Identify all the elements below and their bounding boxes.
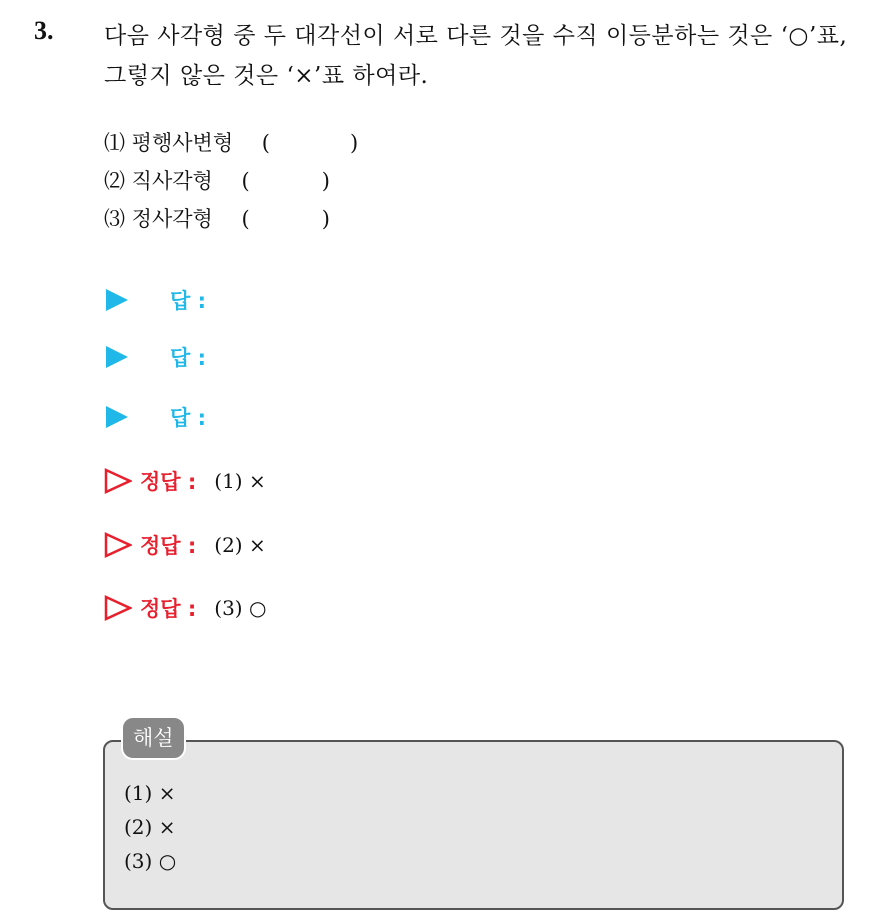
correct-value: (3) ○ <box>214 596 267 620</box>
explanation-tag: 해설 <box>121 716 186 760</box>
correct-label: 정답 : <box>140 470 197 494</box>
answer-blank[interactable]: ( ) <box>241 169 330 193</box>
correct-value: (1) × <box>214 469 266 493</box>
item-list <box>104 124 358 238</box>
answer-blank[interactable]: ( ) <box>261 131 359 155</box>
item-rectangle <box>104 162 358 200</box>
answer-label: 답 : <box>170 289 206 313</box>
outline-triangle-icon <box>104 595 132 621</box>
question-text: 다음 사각형 중 두 대각선이 서로 다른 것을 수직 이등분하는 것은 ‘○’표, 그렇지 않은 것은 ‘×’표 하여라. <box>104 23 848 89</box>
correct-answer-row <box>104 530 266 560</box>
correct-label: 정답 : <box>140 597 197 621</box>
play-triangle-icon <box>106 346 128 368</box>
explanation-panel <box>103 740 844 910</box>
question-number: 3. <box>34 16 54 45</box>
correct-label: 정답 : <box>140 534 197 558</box>
item-label: ⑶ 정사각형 <box>104 207 213 231</box>
item-parallelogram <box>104 124 358 162</box>
correct-answer-row <box>104 593 266 623</box>
correct-value: (2) × <box>214 533 266 557</box>
answer-blank[interactable]: ( ) <box>241 207 330 231</box>
explanation-line: (1) × <box>124 781 176 805</box>
answer-row[interactable] <box>104 402 206 432</box>
explanation-lines <box>124 776 176 878</box>
item-square <box>104 200 358 238</box>
correct-answer-row <box>104 466 266 496</box>
answer-label: 답 : <box>170 346 206 370</box>
play-triangle-icon <box>106 406 128 428</box>
explanation-line: (2) × <box>124 815 176 839</box>
outline-triangle-icon <box>104 468 132 494</box>
explanation-line: (3) ○ <box>124 849 177 873</box>
play-triangle-icon <box>106 289 128 311</box>
item-label: ⑵ 직사각형 <box>104 169 213 193</box>
outline-triangle-icon <box>104 532 132 558</box>
answer-row[interactable] <box>104 342 206 372</box>
answer-label: 답 : <box>170 406 206 430</box>
answer-row[interactable] <box>104 285 206 315</box>
item-label: ⑴ 평행사변형 <box>104 131 234 155</box>
